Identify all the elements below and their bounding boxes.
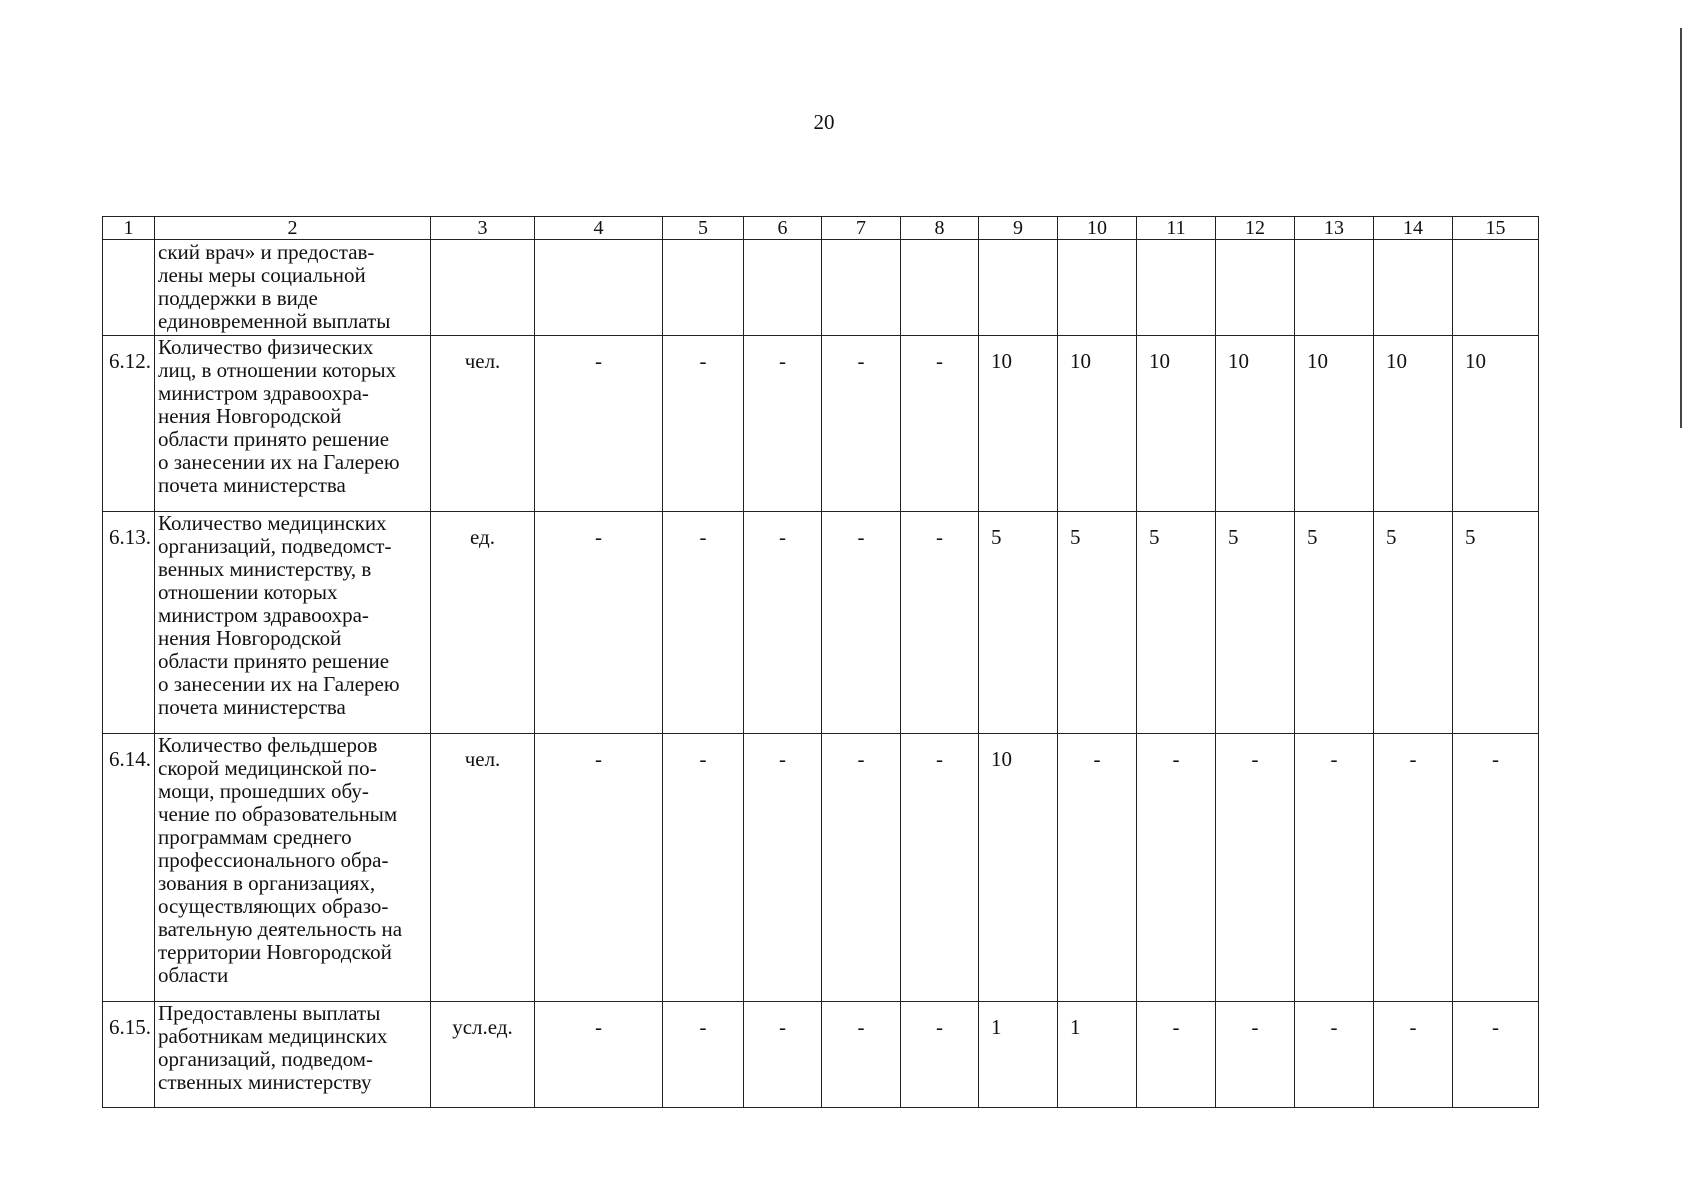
unit-cell: чел. (431, 336, 535, 512)
value-cell-col14: 5 (1374, 512, 1453, 734)
value-cell-col13: 10 (1295, 336, 1374, 512)
header-col-15: 15 (1453, 217, 1539, 240)
value-cell-col11: - (1137, 734, 1216, 1002)
value-cell-col14: 10 (1374, 336, 1453, 512)
value-cell-col5: - (663, 734, 744, 1002)
value-cell-col15: 10 (1453, 336, 1539, 512)
value-cell-col5: - (663, 336, 744, 512)
value-cell-col6: - (744, 336, 822, 512)
header-col-3: 3 (431, 217, 535, 240)
table-row-6-15 (103, 1002, 1539, 1108)
value-cell-col12: - (1216, 1002, 1295, 1108)
value-cell-col11: - (1137, 1002, 1216, 1108)
scan-edge-line (1680, 28, 1682, 428)
header-col-12: 12 (1216, 217, 1295, 240)
table-row-6-12 (103, 336, 1539, 512)
indicator-name: ский врач» и предостав- лены меры социальной поддержки в виде единовременной выплаты (155, 240, 431, 336)
row-number: 6.14. (103, 734, 155, 1002)
row-number (103, 240, 155, 336)
value-cell-col14: - (1374, 734, 1453, 1002)
header-col-8: 8 (901, 217, 979, 240)
indicators-table (102, 216, 1539, 1108)
value-cell-col7: - (822, 734, 901, 1002)
value-cell (1453, 240, 1539, 336)
unit-cell: чел. (431, 734, 535, 1002)
value-cell-col10: 10 (1058, 336, 1137, 512)
value-cell-col11: 5 (1137, 512, 1216, 734)
continuation-row (103, 240, 1539, 336)
column-number-header-row (103, 217, 1539, 240)
value-cell-col13: - (1295, 1002, 1374, 1108)
value-cell-col5: - (663, 512, 744, 734)
header-col-6: 6 (744, 217, 822, 240)
unit-cell: усл.ед. (431, 1002, 535, 1108)
page-number: 20 (813, 110, 835, 134)
value-cell (901, 240, 979, 336)
indicator-name: Предоставлены выплаты работникам медицинских организаций, подведом- ственных министерству (155, 1002, 431, 1108)
value-cell-col8: - (901, 512, 979, 734)
value-cell-col15: 5 (1453, 512, 1539, 734)
unit-cell: ед. (431, 512, 535, 734)
header-col-5: 5 (663, 217, 744, 240)
value-cell (744, 240, 822, 336)
header-col-14: 14 (1374, 217, 1453, 240)
indicator-name: Количество физических лиц, в отношении которых министром здравоохра- нения Новгородской области принято решение о занесении их на Галерею почета министерства (155, 336, 431, 512)
value-cell-col6: - (744, 1002, 822, 1108)
value-cell-col4: - (535, 1002, 663, 1108)
value-cell-col10: 1 (1058, 1002, 1137, 1108)
value-cell-col9: 10 (979, 336, 1058, 512)
value-cell-col7: - (822, 512, 901, 734)
value-cell (535, 240, 663, 336)
row-number: 6.13. (103, 512, 155, 734)
value-cell-col6: - (744, 512, 822, 734)
header-col-9: 9 (979, 217, 1058, 240)
indicators-table-wrapper (102, 216, 1538, 1108)
unit-cell (431, 240, 535, 336)
value-cell-col10: 5 (1058, 512, 1137, 734)
header-col-13: 13 (1295, 217, 1374, 240)
value-cell-col13: - (1295, 734, 1374, 1002)
value-cell (663, 240, 744, 336)
header-col-11: 11 (1137, 217, 1216, 240)
value-cell-col12: 5 (1216, 512, 1295, 734)
header-col-2: 2 (155, 217, 431, 240)
value-cell-col10: - (1058, 734, 1137, 1002)
value-cell-col8: - (901, 336, 979, 512)
value-cell-col15: - (1453, 734, 1539, 1002)
row-number: 6.15. (103, 1002, 155, 1108)
value-cell-col4: - (535, 336, 663, 512)
value-cell-col4: - (535, 734, 663, 1002)
indicator-name: Количество медицинских организаций, подведомст- венных министерству, в отношении которых министром здравоохра- нения Новгородской области принято решение о занесении их на Галерею почета министерства (155, 512, 431, 734)
value-cell (979, 240, 1058, 336)
header-col-7: 7 (822, 217, 901, 240)
header-col-4: 4 (535, 217, 663, 240)
value-cell-col6: - (744, 734, 822, 1002)
value-cell-col14: - (1374, 1002, 1453, 1108)
value-cell (1374, 240, 1453, 336)
value-cell-col13: 5 (1295, 512, 1374, 734)
header-col-1: 1 (103, 217, 155, 240)
value-cell-col9: 10 (979, 734, 1058, 1002)
value-cell-col7: - (822, 1002, 901, 1108)
value-cell (1058, 240, 1137, 336)
value-cell-col9: 5 (979, 512, 1058, 734)
value-cell (1295, 240, 1374, 336)
value-cell (1216, 240, 1295, 336)
table-row-6-14 (103, 734, 1539, 1002)
value-cell-col11: 10 (1137, 336, 1216, 512)
value-cell-col4: - (535, 512, 663, 734)
value-cell-col8: - (901, 734, 979, 1002)
value-cell-col7: - (822, 336, 901, 512)
value-cell-col12: 10 (1216, 336, 1295, 512)
value-cell-col9: 1 (979, 1002, 1058, 1108)
value-cell-col5: - (663, 1002, 744, 1108)
indicator-name: Количество фельдшеров скорой медицинской по- мощи, прошедших обу- чение по образовательным программам среднего профессионального обра- зования в организациях, осуществляющих образо- вательную деятельность на территории Новгородской области (155, 734, 431, 1002)
value-cell-col15: - (1453, 1002, 1539, 1108)
header-col-10: 10 (1058, 217, 1137, 240)
value-cell-col12: - (1216, 734, 1295, 1002)
row-number: 6.12. (103, 336, 155, 512)
value-cell (822, 240, 901, 336)
table-row-6-13 (103, 512, 1539, 734)
value-cell (1137, 240, 1216, 336)
value-cell-col8: - (901, 1002, 979, 1108)
